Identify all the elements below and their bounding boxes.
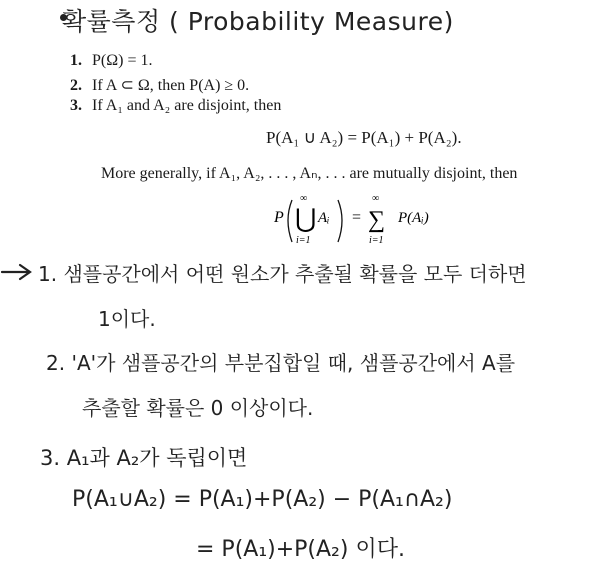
axiom-1: [70, 52, 152, 70]
note-3-line-1: 3. A₁과 A₂가 독립이면: [40, 446, 248, 470]
union-term: Aᵢ: [318, 210, 330, 226]
sum-upper-limit: ∞: [372, 193, 380, 204]
union-upper-limit: ∞: [300, 193, 308, 204]
axiom-2-number: 2.: [70, 77, 82, 94]
note-2-line-1: 2. 'A'가 샘플공간의 부분집합일 때, 샘플공간에서 A를: [46, 351, 516, 375]
note-2-line-2: 추출할 확률은 0 이상이다.: [82, 396, 314, 420]
generalization-text: More generally, if A₁, A₂, . . . , Aₙ, . . . are mutually disjoint, then: [101, 165, 518, 182]
formula-equals: =: [352, 209, 362, 226]
right-paren: [338, 200, 342, 242]
note-1-line-1: 1. 샘플공간에서 어떤 원소가 추출될 확률을 모두 더하면: [38, 262, 527, 286]
axiom-3-number: 3.: [70, 97, 82, 114]
axiom-3-formula: P(A₁ ∪ A₂) = P(A₁) + P(A₂).: [266, 128, 462, 147]
axiom-3-text: If A₁ and A₂ are disjoint, then: [92, 97, 282, 114]
axiom-1-text: P(Ω) = 1.: [92, 52, 153, 69]
sum-symbol: ∑: [368, 207, 386, 233]
union-symbol: ⋃: [295, 204, 317, 233]
axiom-2: [70, 75, 249, 95]
axiom-1-number: 1.: [70, 52, 82, 69]
arrow-icon: [0, 262, 34, 282]
sum-term: P(Aᵢ): [398, 210, 429, 226]
formula-left-p: P: [274, 209, 284, 226]
page-title: 확률측정 ( Probability Measure): [62, 7, 454, 36]
union-lower-limit: i=1: [296, 235, 311, 246]
axiom-2-text: If A ⊂ Ω, then P(A) ≥ 0.: [92, 77, 250, 94]
sum-lower-limit: i=1: [369, 235, 384, 246]
left-paren: [288, 200, 292, 242]
note-1-line-2: 1이다.: [98, 307, 156, 331]
axiom-3: [70, 97, 281, 115]
note-3-line-3: = P(A₁)+P(A₂) 이다.: [196, 537, 405, 562]
note-3-line-2: P(A₁∪A₂) = P(A₁)+P(A₂) − P(A₁∩A₂): [72, 487, 453, 512]
countable-additivity-formula: [270, 192, 470, 248]
